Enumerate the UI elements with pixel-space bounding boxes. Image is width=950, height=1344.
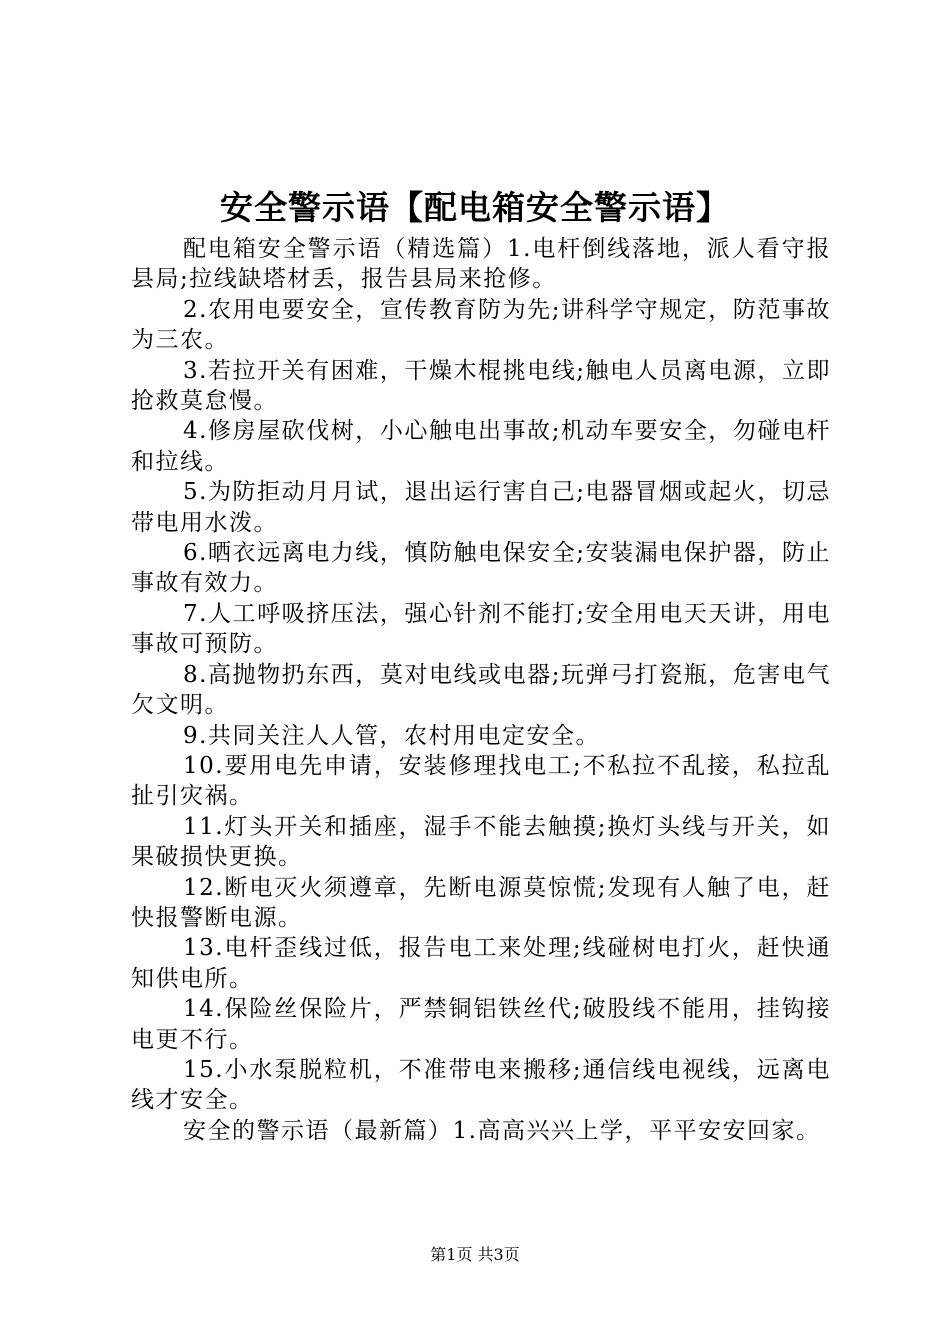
paragraph: 7.人工呼吸挤压法，强心针剂不能打;安全用电天天讲，用电事故可预防。 bbox=[131, 600, 831, 658]
paragraph: 6.晒衣远离电力线，慎防触电保安全;安装漏电保护器，防止事故有效力。 bbox=[131, 540, 831, 597]
paragraph: 14.保险丝保险片，严禁铜铝铁丝代;破股线不能用，挂钩接电更不行。 bbox=[131, 996, 831, 1053]
paragraph: 9.共同关注人人管，农村用电定安全。 bbox=[183, 722, 600, 749]
document-title: 安全警示语【配电箱安全警示语】 bbox=[220, 188, 730, 227]
paragraph: 4.修房屋砍伐树，小心触电出事故;机动车要安全，勿碰电杆和拉线。 bbox=[131, 418, 831, 475]
paragraph: 配电箱安全警示语（精选篇）1.电杆倒线落地，派人看守报县局;拉线缺塔材丢，报告县局来抢修。 bbox=[131, 236, 831, 293]
paragraph: 15.小水泵脱粒机，不准带电来搬移;通信线电视线，远离电线才安全。 bbox=[131, 1056, 831, 1114]
paragraph: 10.要用电先申请，安装修理找电工;不私拉不乱接，私拉乱扯引灾祸。 bbox=[131, 752, 831, 810]
paragraph: 5.为防拒动月月试，退出运行害自己;电器冒烟或起火，切忌带电用水泼。 bbox=[131, 479, 831, 536]
paragraph: 安全的警示语（最新篇）1.高高兴兴上学，平平安安回家。 bbox=[183, 1117, 821, 1144]
document-body bbox=[131, 234, 831, 1146]
page-footer: 第1页 共3页 bbox=[430, 1245, 520, 1264]
paragraph: 2.农用电要安全，宣传教育防为先;讲科学守规定，防范事故为三农。 bbox=[131, 296, 831, 354]
paragraph: 8.高抛物扔东西，莫对电线或电器;玩弹弓打瓷瓶，危害电气欠文明。 bbox=[131, 661, 831, 719]
paragraph: 12.断电灭火须遵章，先断电源莫惊慌;发现有人触了电，赶快报警断电源。 bbox=[131, 874, 831, 931]
paragraph: 11.灯头开关和插座，湿手不能去触摸;换灯头线与开关，如果破损快更换。 bbox=[131, 813, 831, 871]
paragraph: 3.若拉开关有困难，干燥木棍挑电线;触电人员离电源，立即抢救莫怠慢。 bbox=[131, 357, 831, 415]
paragraph: 13.电杆歪线过低，报告电工来处理;线碰树电打火，赶快通知供电所。 bbox=[131, 935, 831, 992]
